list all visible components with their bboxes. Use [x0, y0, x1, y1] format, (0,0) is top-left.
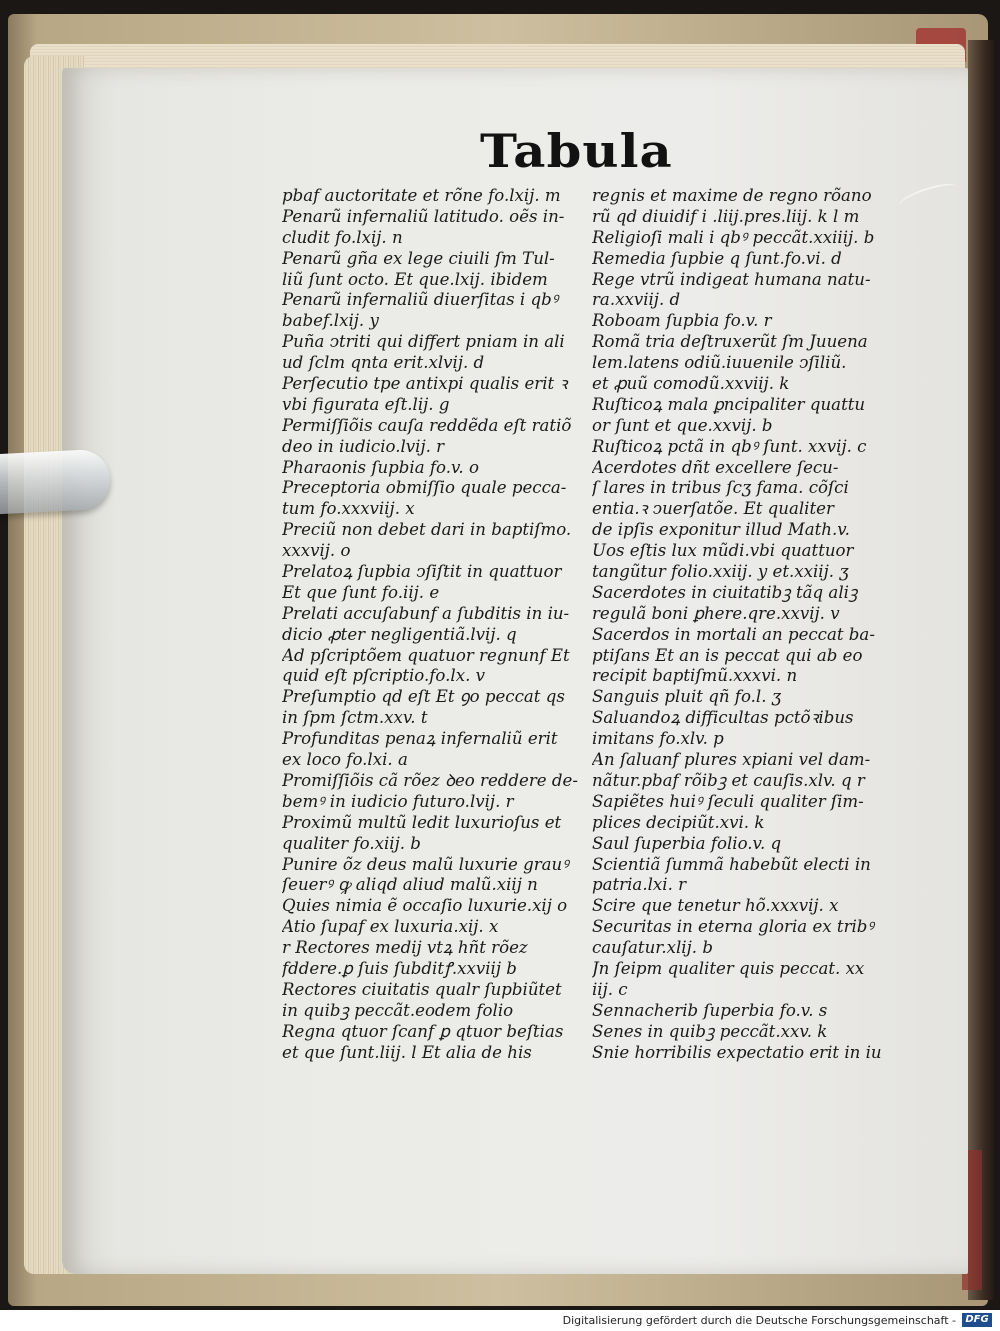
index-entry-line: dicio ꝓter negligentiã.lvij. q — [282, 624, 517, 644]
index-entry-line: babef.lxij. y — [282, 311, 379, 331]
index-entry-line: Religioſi mali i qbꝰ peccãt.xxiiij. b — [592, 227, 875, 247]
index-entry-line: Promiſſiõis cã rõez ꝺeo reddere de- — [282, 770, 578, 790]
index-entry-line: iij. c — [592, 979, 628, 999]
index-entry-line: regulã boni ꝑhere.qre.xxvij. v — [592, 603, 840, 623]
index-entry-line: ptiſans Et an is peccat qui ab eo — [592, 645, 863, 665]
index-entry-line: et que ſunt.liij. l Et alia de his — [282, 1042, 532, 1062]
footer-bar — [0, 1310, 1000, 1331]
index-entry-line: tangũtur folio.xxiij. y et.xxiij. ʒ — [592, 562, 849, 582]
index-entry-line: Regna qtuor ſcanf ꝑ qtuor beſtias — [282, 1021, 564, 1041]
index-entry-line: Uos eſtis lux mũdi.vbi quattuor — [592, 541, 854, 561]
index-entry-line: Prelatoꝝ ſupbia ↄſiſtit in quattuor — [282, 562, 562, 582]
index-entry-line: Perſecutio tpe antixpi qualis erit ꝛ — [282, 374, 568, 394]
index-entry-line: Scientiã ſummã habebũt electi in — [592, 854, 871, 874]
page-title: Tabula — [480, 124, 673, 178]
index-entry-line: Punire õz deus malũ luxurie grauꝰ — [282, 854, 569, 874]
index-entry-line: Sennacherib ſuperbia fo.v. s — [592, 1000, 828, 1020]
index-entry-line: An ſaluanf plures xpiani vel dam- — [592, 750, 871, 770]
index-entry-line: Sanguis pluit qñ fo.l. ʒ — [592, 687, 782, 707]
glass-page-weight — [0, 448, 111, 515]
index-entry-line: Pharaonis ſupbia fo.v. o — [282, 457, 479, 477]
index-entry-line: Acerdotes dñt excellere ſecu- — [592, 457, 839, 477]
index-entry-line: Penarũ infernaliũ diuerſitas i qbꝰ — [282, 290, 559, 310]
funding-credit: Digitalisierung gefördert durch die Deutsche Forschungsgemeinschaft - — [562, 1314, 956, 1327]
index-entry-line: nãtur.pbaf rõibꝫ et cauſis.xlv. q r — [592, 770, 865, 790]
index-entry-line: ſ lares in tribus ſcʒ fama. cõſci — [592, 478, 849, 498]
index-entry-line: regnis et maxime de regno rõano — [592, 186, 872, 205]
index-entry-line: patria.lxi. r — [592, 875, 687, 895]
index-entry-line: Preciũ non debet dari in baptiſmo. — [282, 520, 572, 540]
index-entry-line: bemꝰ in iudicio futuro.lvij. r — [282, 791, 514, 811]
index-entry-line: Preſumptio qd eſt Et ꝯo peccat qs — [282, 687, 565, 707]
index-entry-line: Profunditas penaꝝ infernaliũ erit — [282, 729, 558, 749]
index-entry-line: Romã tria deſtruxerũt ſm Juuena — [592, 332, 868, 352]
index-entry-line: deo in iudicio.lvij. r — [282, 436, 445, 456]
index-entry-line: Jn ſeipm qualiter quis peccat. xx — [592, 958, 865, 978]
index-entry-line: Puña ↄtriti qui differt pniam in ali — [282, 332, 565, 352]
index-entry-line: Penarũ gña ex lege ciuili ſm Tul- — [282, 248, 555, 268]
index-entry-line: vbi figurata eſt.lij. g — [282, 394, 450, 414]
binding-edge — [968, 40, 994, 1300]
index-entry-line: liũ ſunt octo. Et que.lxij. ibidem — [282, 269, 548, 289]
index-column-left — [282, 186, 602, 1063]
index-entry-line: pbaf auctoritate et rõne fo.lxij. m — [282, 186, 561, 205]
index-entry-line: Saul ſuperbia folio.v. q — [592, 833, 782, 853]
index-entry-line: Quies nimia ẽ occaſio luxurie.xij o — [282, 896, 568, 916]
index-entry-line: Ruſticoꝝ mala ꝑncipaliter quattu — [592, 394, 866, 414]
index-entry-line: ud ſclm qnta erit.xlvij. d — [282, 353, 485, 373]
index-entry-line: et ꝓuũ comodũ.xxviij. k — [592, 374, 790, 394]
index-entry-line: Penarũ infernaliũ latitudo. oẽs in- — [282, 206, 565, 226]
index-column-right — [592, 186, 902, 1063]
index-entry-line: Rege vtrũ indigeat humana natu- — [592, 269, 871, 289]
index-entry-line: Scire que tenetur hõ.xxxvij. x — [592, 896, 839, 916]
index-entry-line: r Rectores medij vtꝝ hñt rõez — [282, 938, 528, 958]
index-entry-line: in quibꝫ peccãt.eodem folio — [282, 1000, 514, 1020]
index-entry-line: Ruſticoꝝ pctã in qbꝰ ſunt. xxvij. c — [592, 436, 867, 456]
index-entry-line: or ſunt et que.xxvij. b — [592, 415, 773, 435]
index-entry-line: Senes in quibꝫ peccãt.xxv. k — [592, 1021, 828, 1041]
index-entry-line: quid eſt pſcriptio.fo.lx. v — [282, 666, 485, 686]
index-entry-line: Proximũ multũ ledit luxurioſus et — [282, 812, 562, 832]
index-entry-line: cludit fo.lxij. n — [282, 227, 403, 247]
index-entry-line: rũ qd diuidif i .liij.pres.liij. k l m — [592, 206, 860, 226]
index-entry-line: Sapiẽtes huiꝰ ſeculi qualiter ſim- — [592, 791, 864, 811]
index-entry-line: Atio ſupaf ex luxuria.xij. x — [282, 917, 499, 937]
index-entry-line: Remedia ſupbie q ſunt.fo.vi. d — [592, 248, 842, 268]
index-entry-line: Rectores ciuitatis qualr ſupbiũtet — [282, 979, 562, 999]
index-entry-line: ſeuerꝰ ꝙ aliqd aliud malũ.xiij n — [282, 875, 538, 895]
index-entry-line: recipit baptiſmũ.xxxvi. n — [592, 666, 798, 686]
index-entry-line: Sacerdotes in ciuitatibꝫ tãq aliꝫ — [592, 582, 858, 602]
index-entry-line: plices decipiũt.xvi. k — [592, 812, 765, 832]
index-entry-line: in ſpm ſctm.xxv. t — [282, 708, 428, 728]
index-entry-line: Sacerdos in mortali an peccat ba- — [592, 624, 875, 644]
index-entry-line: Permiſſiõis cauſa reddẽda eſt ratiõ — [282, 415, 572, 435]
index-entry-line: Snie horribilis expectatio erit in iu — [592, 1042, 882, 1062]
dfg-logo: DFG — [962, 1313, 992, 1327]
index-entry-line: Prelati accuſabunf a ſubditis in iu- — [282, 603, 570, 623]
page-stain — [897, 179, 959, 213]
index-entry-line: entia.ꝛ ↄuerſatõe. Et qualiter — [592, 499, 834, 519]
index-entry-line: ra.xxviij. d — [592, 290, 681, 310]
index-entry-line: qualiter fo.xiij. b — [282, 833, 421, 853]
index-entry-line: fddere.ꝑ ſuis ſubditꝭ.xxviij b — [282, 958, 517, 978]
index-entry-line: cauſatur.xlij. b — [592, 938, 713, 958]
index-entry-line: de ipſis exponitur illud Math.v. — [592, 520, 850, 540]
index-entry-line: Roboam ſupbia fo.v. r — [592, 311, 772, 331]
index-entry-line: xxxvij. o — [282, 541, 351, 561]
index-entry-line: tum fo.xxxviij. x — [282, 499, 415, 519]
index-entry-line: imitans fo.xlv. p — [592, 729, 724, 749]
index-entry-line: Preceptoria obmiſſio quale pecca- — [282, 478, 567, 498]
index-entry-line: Saluandoꝝ difficultas pctõꝛibus — [592, 708, 854, 728]
index-entry-line: Ad pſcriptõem quatuor regnunf Et — [282, 645, 570, 665]
index-entry-line: Et que ſunt fo.iij. e — [282, 582, 440, 602]
index-entry-line: Securitas in eterna gloria ex tribꝰ — [592, 917, 874, 937]
index-entry-line: lem.latens odiũ.iuuenile ↄſiliũ. — [592, 353, 847, 373]
index-entry-line: ex loco fo.lxi. a — [282, 750, 408, 770]
